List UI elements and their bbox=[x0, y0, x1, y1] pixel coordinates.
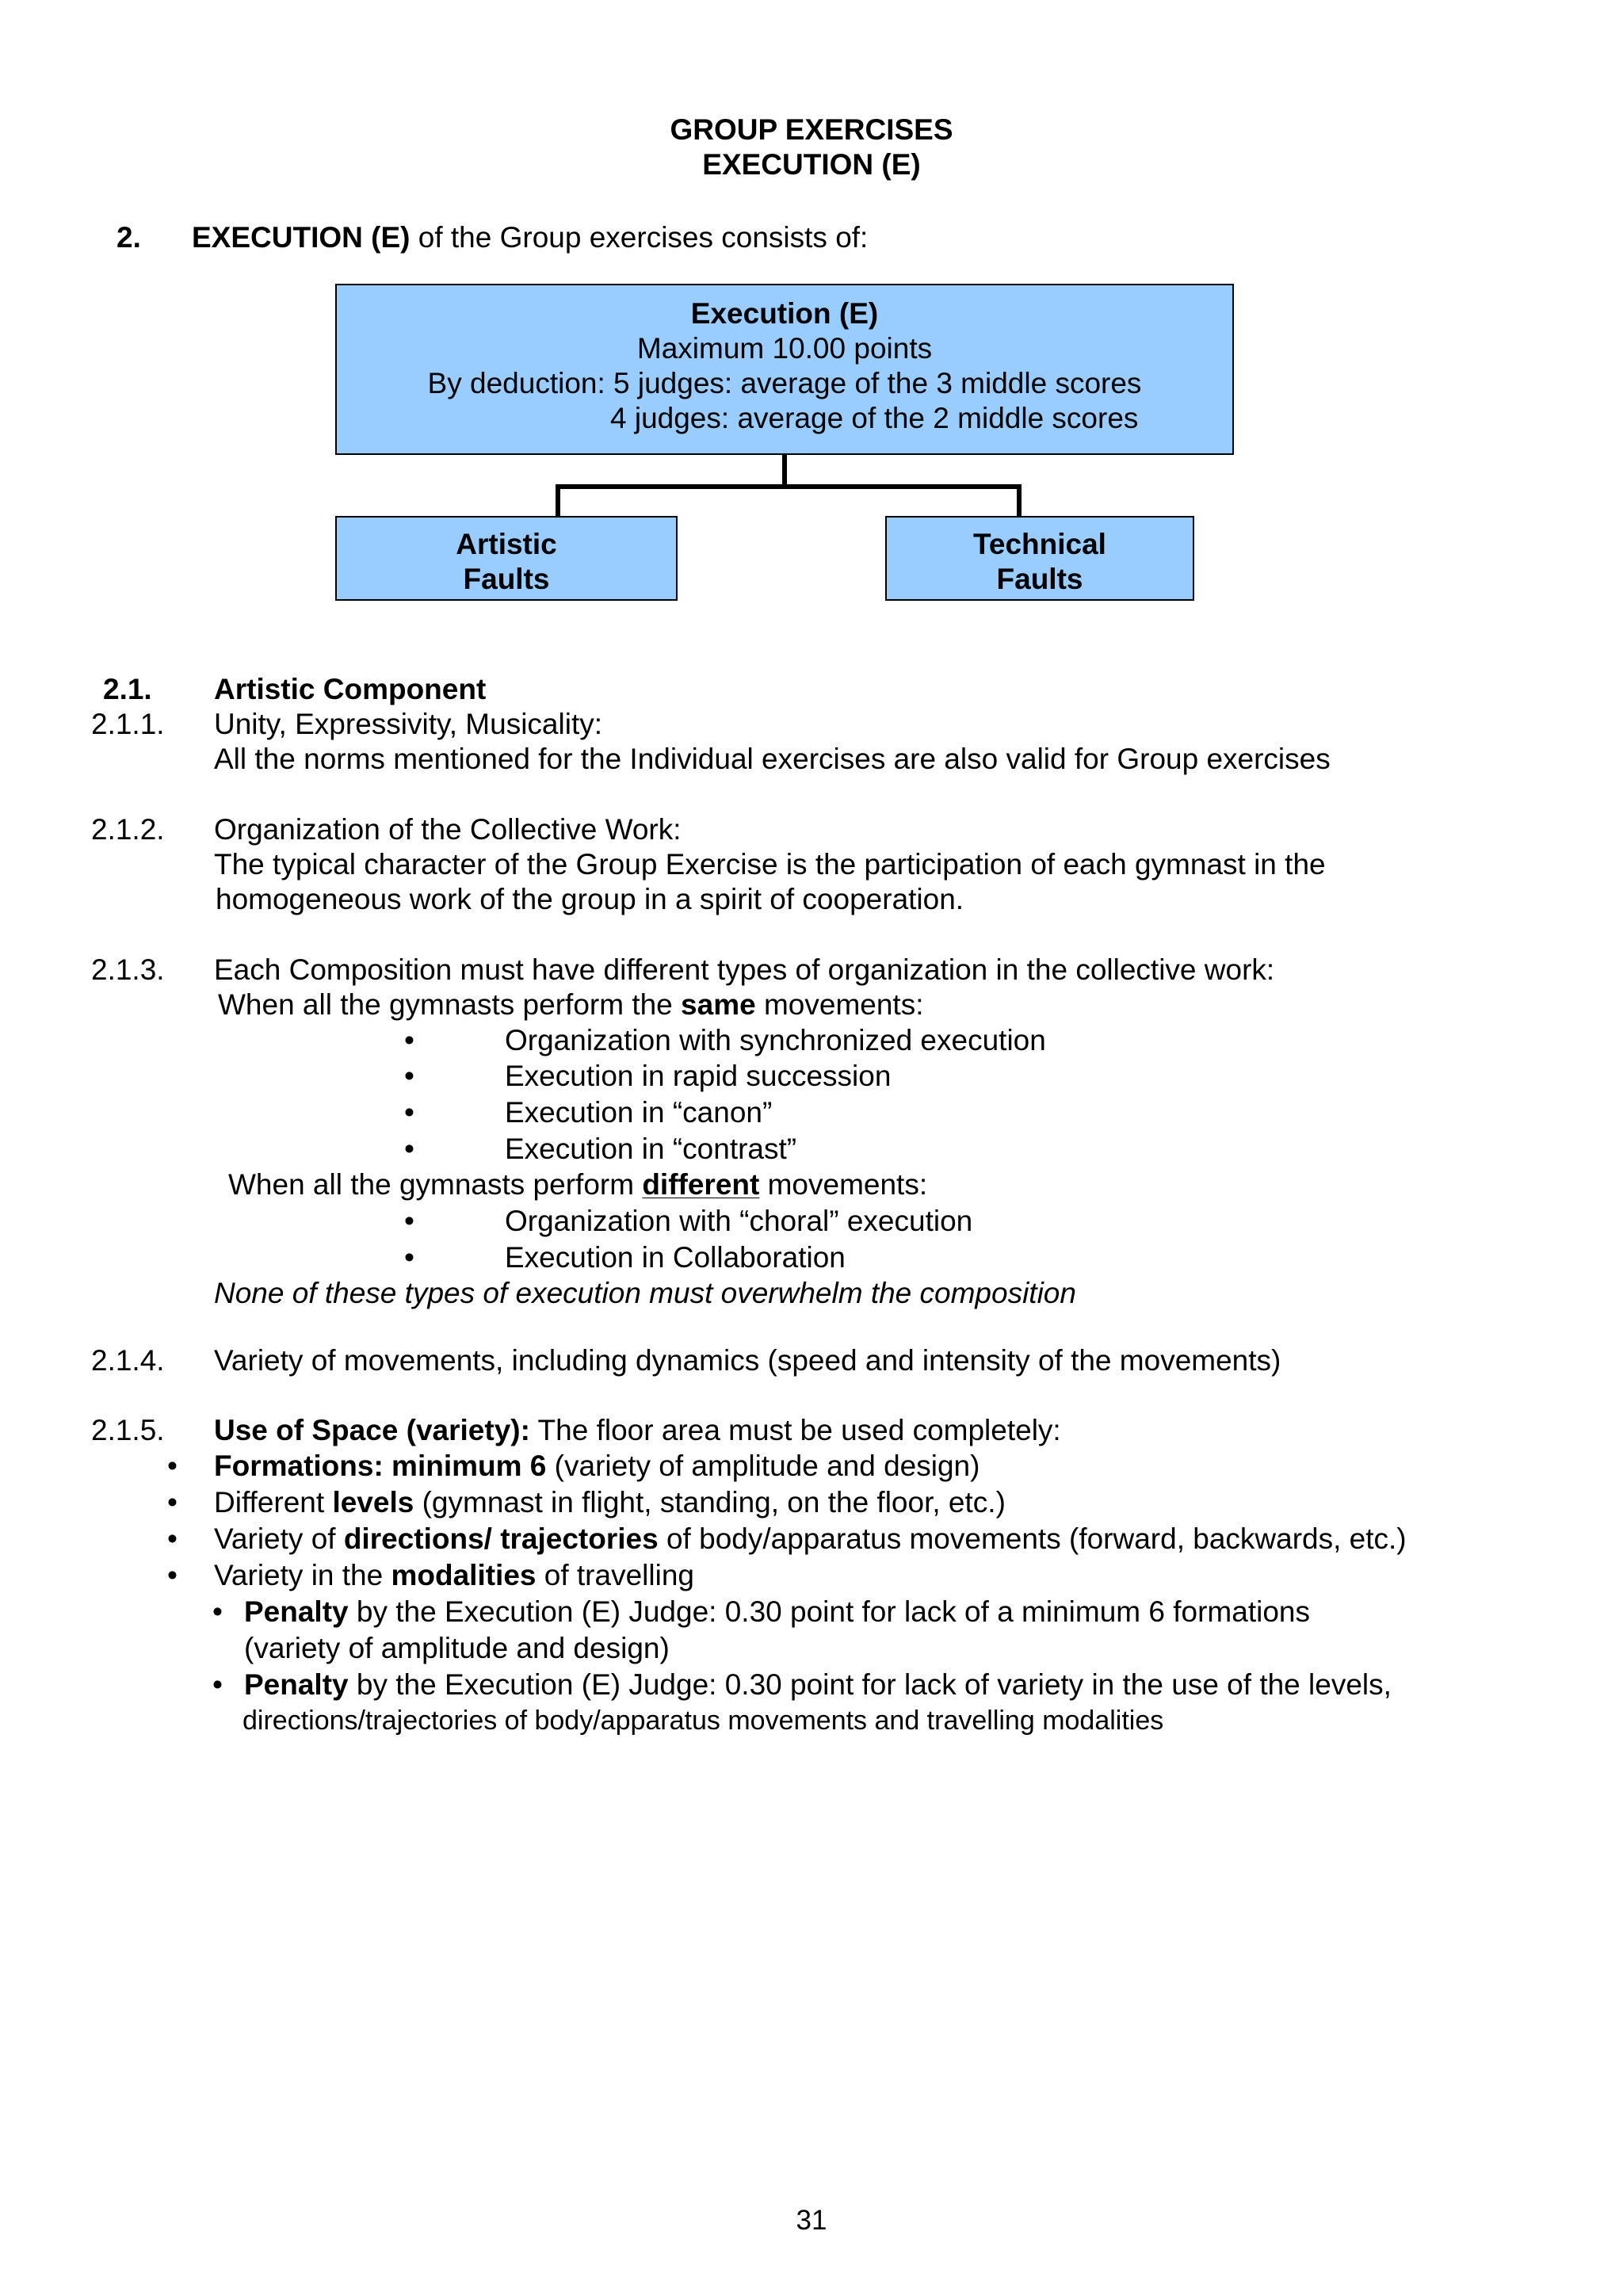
page-heading: GROUP EXERCISES bbox=[670, 113, 953, 146]
connector-bar bbox=[556, 484, 1022, 489]
list-item bbox=[214, 1449, 980, 1484]
execution-box-max: Maximum 10.00 points bbox=[636, 332, 933, 365]
section-2-1-5-number: 2.1.5. bbox=[91, 1414, 165, 1446]
bullet-icon: • bbox=[404, 1205, 414, 1237]
section-2-1-4-text: Variety of movements, including dynamics (speed and intensity of the movements) bbox=[214, 1344, 1281, 1377]
execution-box-title: Execution (E) bbox=[690, 297, 879, 330]
penalty-1-rest: by the Execution (E) Judge: 0.30 point for lack of a minimum 6 formations bbox=[348, 1595, 1310, 1628]
penalty-1-continuation: (variety of amplitude and design) bbox=[244, 1632, 670, 1664]
bullet-icon: • bbox=[167, 1522, 178, 1555]
list-item: Execution in “canon” bbox=[505, 1096, 773, 1129]
diff-lead-post: movements: bbox=[759, 1168, 928, 1201]
formations-rest: (variety of amplitude and design) bbox=[546, 1450, 980, 1482]
execution-box-deduction-5: By deduction: 5 judges: average of the 3 middle scores bbox=[427, 367, 1142, 399]
bullet-icon: • bbox=[167, 1559, 178, 1591]
section-2-title-rest: of the Group exercises consists of: bbox=[410, 221, 869, 254]
section-2-1-5-title bbox=[214, 1413, 1061, 1448]
bullet-icon: • bbox=[404, 1096, 414, 1129]
section-2-1-5-title-bold: Use of Space (variety): bbox=[214, 1414, 530, 1446]
penalty-2-continuation: directions/trajectories of body/apparatus movements and travelling modalities bbox=[242, 1706, 1164, 1736]
bullet-icon: • bbox=[212, 1595, 223, 1628]
same-lead-post: movements: bbox=[755, 988, 924, 1021]
section-2-1-title: Artistic Component bbox=[214, 673, 487, 705]
section-2-1-number: 2.1. bbox=[103, 673, 152, 705]
formations-bold: Formations: minimum 6 bbox=[214, 1450, 547, 1482]
list-item: Organization with synchronized execution bbox=[505, 1024, 1046, 1056]
execution-box bbox=[335, 284, 1234, 455]
section-2-number: 2. bbox=[116, 221, 141, 254]
section-2-1-1-title: Unity, Expressivity, Musicality: bbox=[214, 708, 602, 740]
connector-right bbox=[1017, 484, 1022, 516]
penalty-2-bold: Penalty bbox=[244, 1668, 349, 1701]
levels-bold: levels bbox=[332, 1486, 414, 1519]
technical-faults-line2: Faults bbox=[996, 563, 1083, 595]
section-2-1-2-text-1: The typical character of the Group Exercise is the participation of each gymnast in the bbox=[214, 848, 1326, 881]
penalty-1-bold: Penalty bbox=[244, 1595, 349, 1628]
section-2-1-2-number: 2.1.2. bbox=[91, 813, 165, 846]
different-movements-lead bbox=[228, 1167, 927, 1202]
penalty-2-rest: by the Execution (E) Judge: 0.30 point for lack of variety in the use of the levels, bbox=[348, 1668, 1392, 1701]
penalty-item bbox=[244, 1595, 1310, 1629]
section-2-1-4-number: 2.1.4. bbox=[91, 1344, 165, 1377]
artistic-faults-line2: Faults bbox=[463, 563, 550, 595]
section-2-1-2-text-2: homogeneous work of the group in a spirit of cooperation. bbox=[216, 883, 964, 915]
modalities-bold: modalities bbox=[391, 1559, 537, 1591]
directions-bold: directions/ trajectories bbox=[343, 1522, 659, 1555]
list-item bbox=[214, 1485, 1006, 1520]
diff-lead-bold: different bbox=[642, 1168, 760, 1201]
execution-box-deduction-4: 4 judges: average of the 2 middle scores bbox=[610, 402, 1139, 434]
technical-faults-line1: Technical bbox=[973, 528, 1106, 560]
page-number: 31 bbox=[796, 2205, 827, 2236]
page-subheading: EXECUTION (E) bbox=[702, 148, 921, 181]
list-item bbox=[214, 1522, 1407, 1557]
list-item: Organization with “choral” execution bbox=[505, 1205, 973, 1237]
list-item bbox=[214, 1558, 694, 1593]
list-item: Execution in Collaboration bbox=[505, 1241, 846, 1274]
section-2-1-1-text: All the norms mentioned for the Individual exercises are also valid for Group exercises bbox=[214, 743, 1331, 775]
list-item: Execution in “contrast” bbox=[505, 1133, 797, 1165]
list-item: Execution in rapid succession bbox=[505, 1060, 892, 1092]
bullet-icon: • bbox=[212, 1668, 223, 1701]
technical-faults-box bbox=[885, 516, 1194, 601]
section-2-1-3-intro: Each Composition must have different types of organization in the collective work: bbox=[214, 953, 1275, 986]
section-2-title-bold: EXECUTION (E) bbox=[192, 221, 411, 254]
bullet-icon: • bbox=[167, 1486, 178, 1519]
bullet-icon: • bbox=[404, 1060, 414, 1092]
levels-rest: (gymnast in flight, standing, on the floor, etc.) bbox=[414, 1486, 1006, 1519]
directions-rest: of body/apparatus movements (forward, backwards, etc.) bbox=[658, 1522, 1407, 1555]
bullet-icon: • bbox=[167, 1450, 178, 1482]
modalities-pre: Variety in the bbox=[214, 1559, 391, 1591]
bullet-icon: • bbox=[404, 1241, 414, 1274]
artistic-faults-line1: Artistic bbox=[456, 528, 557, 560]
section-2-1-3-number: 2.1.3. bbox=[91, 953, 165, 986]
connector-left bbox=[556, 484, 560, 516]
execution-note: None of these types of execution must overwhelm the composition bbox=[214, 1277, 1076, 1309]
section-2-1-1-number: 2.1.1. bbox=[91, 708, 165, 740]
same-lead-pre: When all the gymnasts perform the bbox=[218, 988, 682, 1021]
connector-stem bbox=[782, 455, 787, 487]
section-2-1-2-title: Organization of the Collective Work: bbox=[214, 813, 682, 846]
same-lead-bold: same bbox=[681, 988, 756, 1021]
modalities-rest: of travelling bbox=[536, 1559, 694, 1591]
diff-lead-pre: When all the gymnasts perform bbox=[228, 1168, 643, 1201]
bullet-icon: • bbox=[404, 1024, 414, 1056]
section-2-1-5-title-rest: The floor area must be used completely: bbox=[529, 1414, 1061, 1446]
directions-pre: Variety of bbox=[214, 1522, 344, 1555]
same-movements-lead bbox=[218, 988, 923, 1022]
penalty-item bbox=[244, 1668, 1392, 1702]
bullet-icon: • bbox=[404, 1133, 414, 1165]
section-2-title bbox=[192, 220, 868, 255]
levels-pre: Different bbox=[214, 1486, 333, 1519]
artistic-faults-box bbox=[335, 516, 678, 601]
